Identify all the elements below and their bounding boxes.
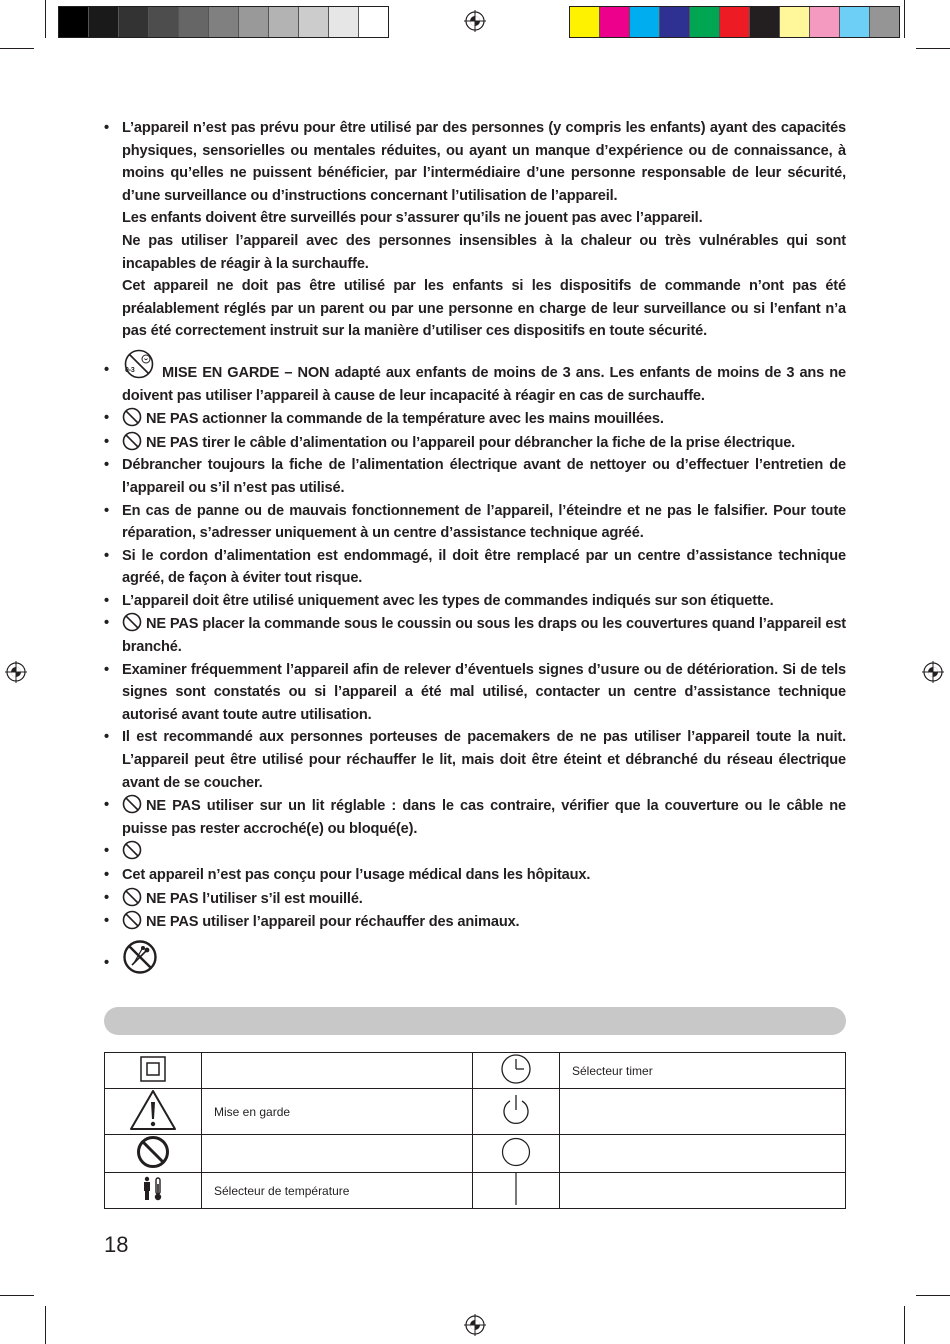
registration-mark-left-icon [5, 661, 27, 683]
circle-icon [501, 1137, 531, 1167]
registration-mark-right-icon [922, 661, 944, 683]
prohibition-icon [122, 612, 142, 632]
grayscale-swatch [89, 7, 119, 37]
paragraph-text: Il est recommandé aux personnes porteuses de pacemakers de ne pas utiliser l’appareil toute la nuit. L’appareil peut être utilisé pour réchauffer le lit, mais doit être éteint et débranché du réseau électrique avant de se coucher. [122, 729, 846, 791]
paragraph [122, 407, 846, 431]
color-swatch [780, 7, 810, 37]
paragraph [122, 726, 846, 794]
vertical-line-icon [514, 1173, 518, 1205]
power-icon [501, 1093, 531, 1127]
table-cell-label [560, 1135, 846, 1173]
double-insulation-icon [140, 1056, 166, 1082]
table-cell-label [202, 1053, 473, 1089]
table-cell-label: Mise en garde [202, 1089, 473, 1135]
table-cell-label [202, 1135, 473, 1173]
paragraph [122, 590, 846, 613]
grayscale-swatch [359, 7, 388, 37]
section-header-bar [104, 1007, 846, 1035]
grayscale-calibration-bar [58, 6, 389, 38]
list-item [104, 500, 846, 545]
bullet: • [104, 913, 109, 930]
paragraph-text: Ne pas utiliser l’appareil avec des personnes insensibles à la chaleur ou très vulnérables qui sont incapables de réagir à la surchauffe. [122, 232, 846, 272]
paragraph [122, 349, 846, 407]
color-swatch [870, 7, 899, 37]
paragraph-text: Les enfants doivent être surveillés pour s’assurer qu’ils ne jouent pas avec l’appareil. [122, 210, 703, 227]
bullet: • [104, 547, 109, 564]
paragraph [122, 940, 846, 978]
list-item [104, 910, 846, 934]
list-item [104, 794, 846, 840]
crop-mark-top-left-h [0, 48, 34, 49]
table-cell-label: Sélecteur de température [202, 1173, 473, 1209]
list-item [104, 840, 846, 864]
list-item [104, 659, 846, 727]
list-item [104, 590, 846, 613]
grayscale-swatch [209, 7, 239, 37]
paragraph-text: Cet appareil n’est pas conçu pour l’usage médical dans les hôpitaux. [122, 867, 591, 883]
table-cell-icon [473, 1173, 560, 1209]
table-cell-icon [105, 1173, 202, 1209]
paragraph-text: Si le cordon d’alimentation est endommagé, il doit être remplacé par un centre d’assistance technique agréé, de façon à éviter tout risque. [122, 547, 846, 587]
paragraph [122, 117, 846, 207]
paragraph-text: Examiner fréquemment l’appareil afin de relever d’éventuels signes d’usure ou de détérioration. Si de tels signes sont constatés ou si l’appareil a été mal utilisé, contacter un centre d’assistance technique autorisé avant toute autre utilisation. [122, 661, 846, 723]
bullet: • [104, 889, 109, 906]
paragraph [122, 545, 846, 590]
prohibition-icon [122, 794, 142, 814]
bullet: • [104, 433, 109, 450]
page-number: 18 [104, 1232, 129, 1257]
table-row [105, 1173, 846, 1209]
bullet: • [104, 592, 109, 609]
color-swatch [630, 7, 660, 37]
prohibition-icon [136, 1135, 170, 1169]
paragraph-text: L’appareil n’est pas prévu pour être utilisé par des personnes (y compris les enfants) ayant des capacités physiques, sensorielles ou mentales réduites, ou ayant un manque d’expérience ou de connaissance, à moins qu’elles ne puissent bénéficier, par l’intermédiaire d’une personne responsable de leur sécurité, d’une surveillance ou d’instructions concernant l’utilisation de l’appareil. [122, 120, 846, 204]
grayscale-swatch [179, 7, 209, 37]
table-cell-label [560, 1173, 846, 1209]
list-item [104, 349, 846, 407]
table-cell-icon [105, 1089, 202, 1135]
bullet: • [104, 120, 109, 136]
paragraph [122, 794, 846, 840]
paragraph-text: NE PAS utiliser sur un lit réglable : dans le cas contraire, vérifier que la couverture ou le câble ne puisse pas rester accroché(e) ou bloqué(e). [122, 798, 846, 837]
table-cell-icon [473, 1089, 560, 1135]
symbol-table [104, 1052, 846, 1209]
paragraph [122, 230, 846, 275]
table-cell-icon [105, 1135, 202, 1173]
grayscale-swatch [299, 7, 329, 37]
paragraph-text: NE PAS l’utiliser s’il est mouillé. [146, 890, 363, 907]
table-row [105, 1053, 846, 1089]
color-swatch [840, 7, 870, 37]
bullet: • [104, 361, 109, 378]
list-item [104, 864, 846, 887]
bullet: • [104, 954, 109, 971]
paragraph [122, 454, 846, 499]
color-swatch [720, 7, 750, 37]
paragraph-text: En cas de panne ou de mauvais fonctionnement de l’appareil, l’éteindre et ne pas le falsifier. Pour toute réparation, s’adresser uniquement à un centre d’assistance technique agréé. [122, 502, 846, 542]
paragraph [122, 659, 846, 727]
paragraph [122, 612, 846, 658]
table-cell-icon [473, 1053, 560, 1089]
color-swatch [570, 7, 600, 37]
list-item [104, 431, 846, 455]
bullet: • [104, 457, 109, 474]
crop-mark-bottom-right-h [916, 1295, 950, 1296]
crop-mark-top-right-h [916, 48, 950, 49]
registration-mark-top-icon [464, 10, 486, 32]
list-item [104, 612, 846, 658]
table-row [105, 1089, 846, 1135]
grayscale-swatch [239, 7, 269, 37]
safety-instructions [104, 117, 846, 977]
paragraph [122, 887, 846, 911]
paragraph-text: NE PAS actionner la commande de la température avec les mains mouillées. [146, 411, 664, 428]
list-item [104, 117, 846, 343]
paragraph [122, 500, 846, 545]
grayscale-swatch [269, 7, 299, 37]
list-item [104, 454, 846, 499]
bullet: • [104, 502, 109, 519]
crop-mark-bottom-left-h [0, 1295, 34, 1296]
list-item [104, 545, 846, 590]
color-swatch [660, 7, 690, 37]
paragraph-text: Cet appareil ne doit pas être utilisé par les enfants si les dispositifs de commande n’ont pas été préalablement réglés par un parent ou par une personne en charge de leur surveillance ou si l’enfant n’a pas été correctement instruit sur la manière d’utiliser ces dispositifs en toute sécurité. [122, 278, 846, 340]
bullet: • [104, 867, 109, 883]
grayscale-swatch [59, 7, 89, 37]
crop-mark-top-right-v [904, 0, 905, 38]
bullet: • [104, 729, 109, 746]
bullet: • [104, 615, 109, 632]
grayscale-swatch [119, 7, 149, 37]
paragraph [122, 864, 846, 887]
list-item [104, 887, 846, 911]
prohibition-icon [122, 407, 142, 427]
table-cell-label [560, 1089, 846, 1135]
paragraph [122, 431, 846, 455]
paragraph-text: L’appareil doit être utilisé uniquement avec les types de commandes indiqués sur son étiquette. [122, 592, 774, 609]
timer-clock-icon [500, 1053, 532, 1085]
warning-triangle-icon [129, 1089, 177, 1131]
paragraph-text: NE PAS placer la commande sous le coussin ou sous les draps ou les couvertures quand l’appareil est branché. [122, 616, 846, 656]
grayscale-swatch [149, 7, 179, 37]
color-swatch [690, 7, 720, 37]
table-cell-icon [105, 1053, 202, 1089]
bullet: • [104, 797, 109, 814]
crop-mark-top-left-v [45, 0, 46, 38]
prohibition-icon [122, 887, 142, 907]
paragraph [122, 910, 846, 934]
svg-text:0-3: 0-3 [125, 366, 135, 374]
crop-mark-bottom-right-v [904, 1306, 905, 1344]
prohibition-icon [122, 910, 142, 930]
prohibition-icon [122, 431, 142, 451]
bullet: • [104, 410, 109, 427]
temperature-selector-icon [142, 1176, 164, 1202]
table-cell-label: Sélecteur timer [560, 1053, 846, 1089]
paragraph-text: Débrancher toujours la fiche de l’alimentation électrique avant de nettoyer ou d’effectuer l’entretien de l’appareil ou s’il n’est pas utilisé. [122, 457, 846, 496]
crop-mark-bottom-left-v [45, 1306, 46, 1344]
paragraph-text: NE PAS tirer le câble d’alimentation ou l’appareil pour débrancher la fiche de la prise électrique. [146, 434, 796, 451]
color-calibration-bar [569, 6, 900, 38]
list-item [104, 940, 846, 978]
paragraph [122, 840, 846, 864]
table-row [105, 1135, 846, 1173]
paragraph-text: MISE EN GARDE – NON adapté aux enfants de moins de 3 ans. Les enfants de moins de 3 ans ne doivent pas utiliser l’appareil à cause de leur incapacité à réagir en cas de surchauffe. [122, 364, 846, 404]
paragraph [122, 207, 846, 230]
paragraph [122, 275, 846, 343]
table-cell-icon [473, 1135, 560, 1173]
bullet: • [104, 661, 109, 678]
grayscale-swatch [329, 7, 359, 37]
no-pins-icon [122, 940, 158, 974]
color-swatch [810, 7, 840, 37]
color-swatch [750, 7, 780, 37]
age-0-3-prohibition-icon [122, 349, 158, 379]
prohibition-icon [122, 840, 142, 860]
paragraph-text: NE PAS utiliser l’appareil pour réchauffer des animaux. [146, 914, 520, 931]
bullet: • [104, 843, 109, 860]
list-item [104, 407, 846, 431]
list-item [104, 726, 846, 794]
color-swatch [600, 7, 630, 37]
registration-mark-bottom-icon [464, 1314, 486, 1336]
